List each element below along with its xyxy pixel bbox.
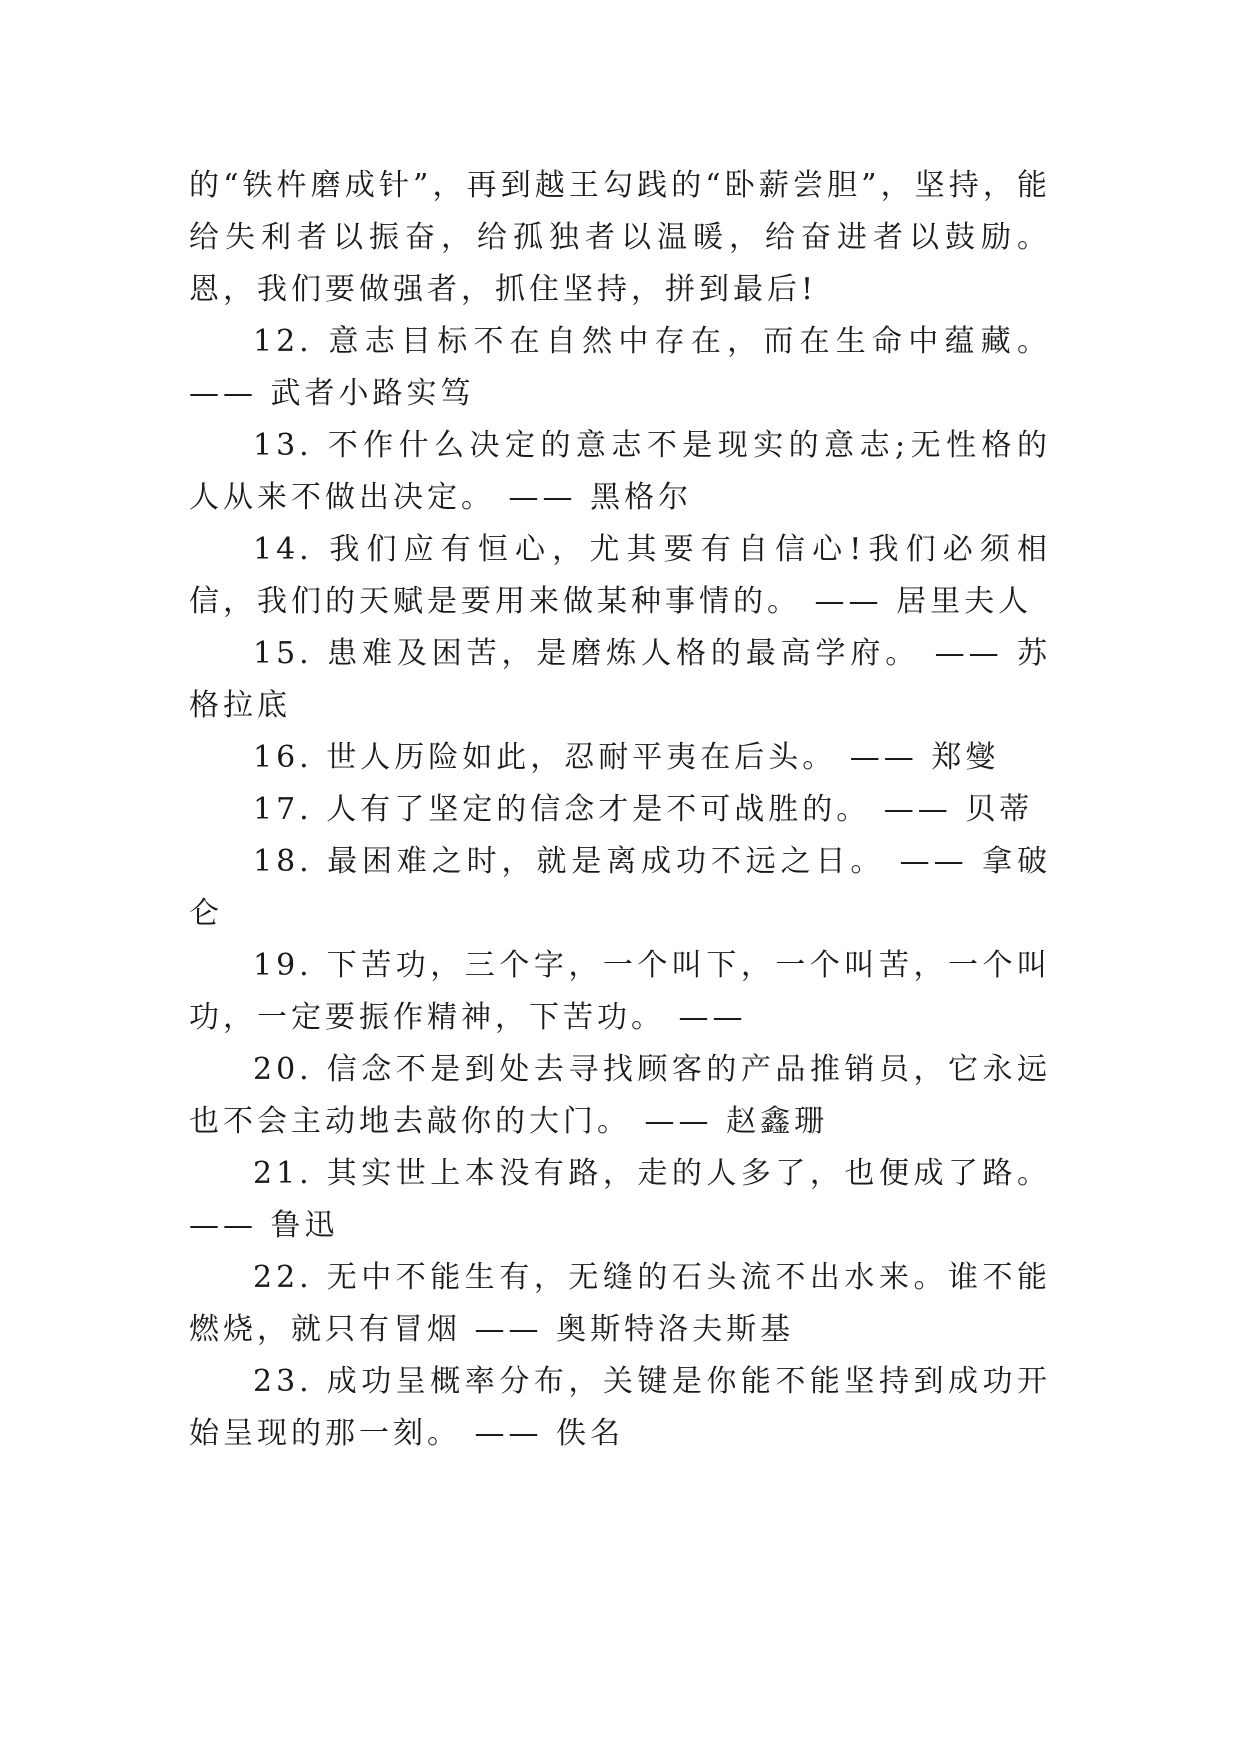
quote-13: 13. 不作什么决定的意志不是现实的意志;无性格的人从来不做出决定。 —— 黑格尔: [189, 428, 1051, 515]
quote-16: 16. 世人历险如此，忍耐平夷在后头。 —— 郑燮: [253, 740, 1000, 775]
quote-18: 18. 最困难之时，就是离成功不远之日。 —— 拿破仑: [189, 844, 1051, 931]
quote-23: 23. 成功呈概率分布，关键是你能不能坚持到成功开始呈现的那一刻。 —— 佚名: [189, 1364, 1051, 1451]
document-body: [189, 160, 1051, 1460]
paragraph-continued: 的“铁杵磨成针”，再到越王勾践的“卧薪尝胆”，坚持，能给失利者以振奋，给孤独者以温暖，给奋进者以鼓励。恩，我们要做强者，抓住坚持，拼到最后!: [189, 168, 1051, 307]
quote-15: 15. 患难及困苦，是磨炼人格的最高学府。 —— 苏格拉底: [189, 636, 1051, 723]
quote-19: 19. 下苦功，三个字，一个叫下，一个叫苦，一个叫功，一定要振作精神，下苦功。 ——: [189, 948, 1051, 1035]
quote-12: 12. 意志目标不在自然中存在，而在生命中蕴藏。 —— 武者小路实笃: [189, 324, 1051, 411]
quote-22: 22. 无中不能生有，无缝的石头流不出水来。谁不能燃烧，就只有冒烟 —— 奥斯特洛夫斯基: [189, 1260, 1051, 1347]
quote-17: 17. 人有了坚定的信念才是不可战胜的。 —— 贝蒂: [253, 792, 1034, 827]
quote-21: 21. 其实世上本没有路，走的人多了，也便成了路。 —— 鲁迅: [189, 1156, 1051, 1243]
quote-14: 14. 我们应有恒心，尤其要有自信心!我们必须相信，我们的天赋是要用来做某种事情的。 —— 居里夫人: [189, 532, 1051, 619]
quote-20: 20. 信念不是到处去寻找顾客的产品推销员，它永远也不会主动地去敲你的大门。 —— 赵鑫珊: [189, 1052, 1051, 1139]
